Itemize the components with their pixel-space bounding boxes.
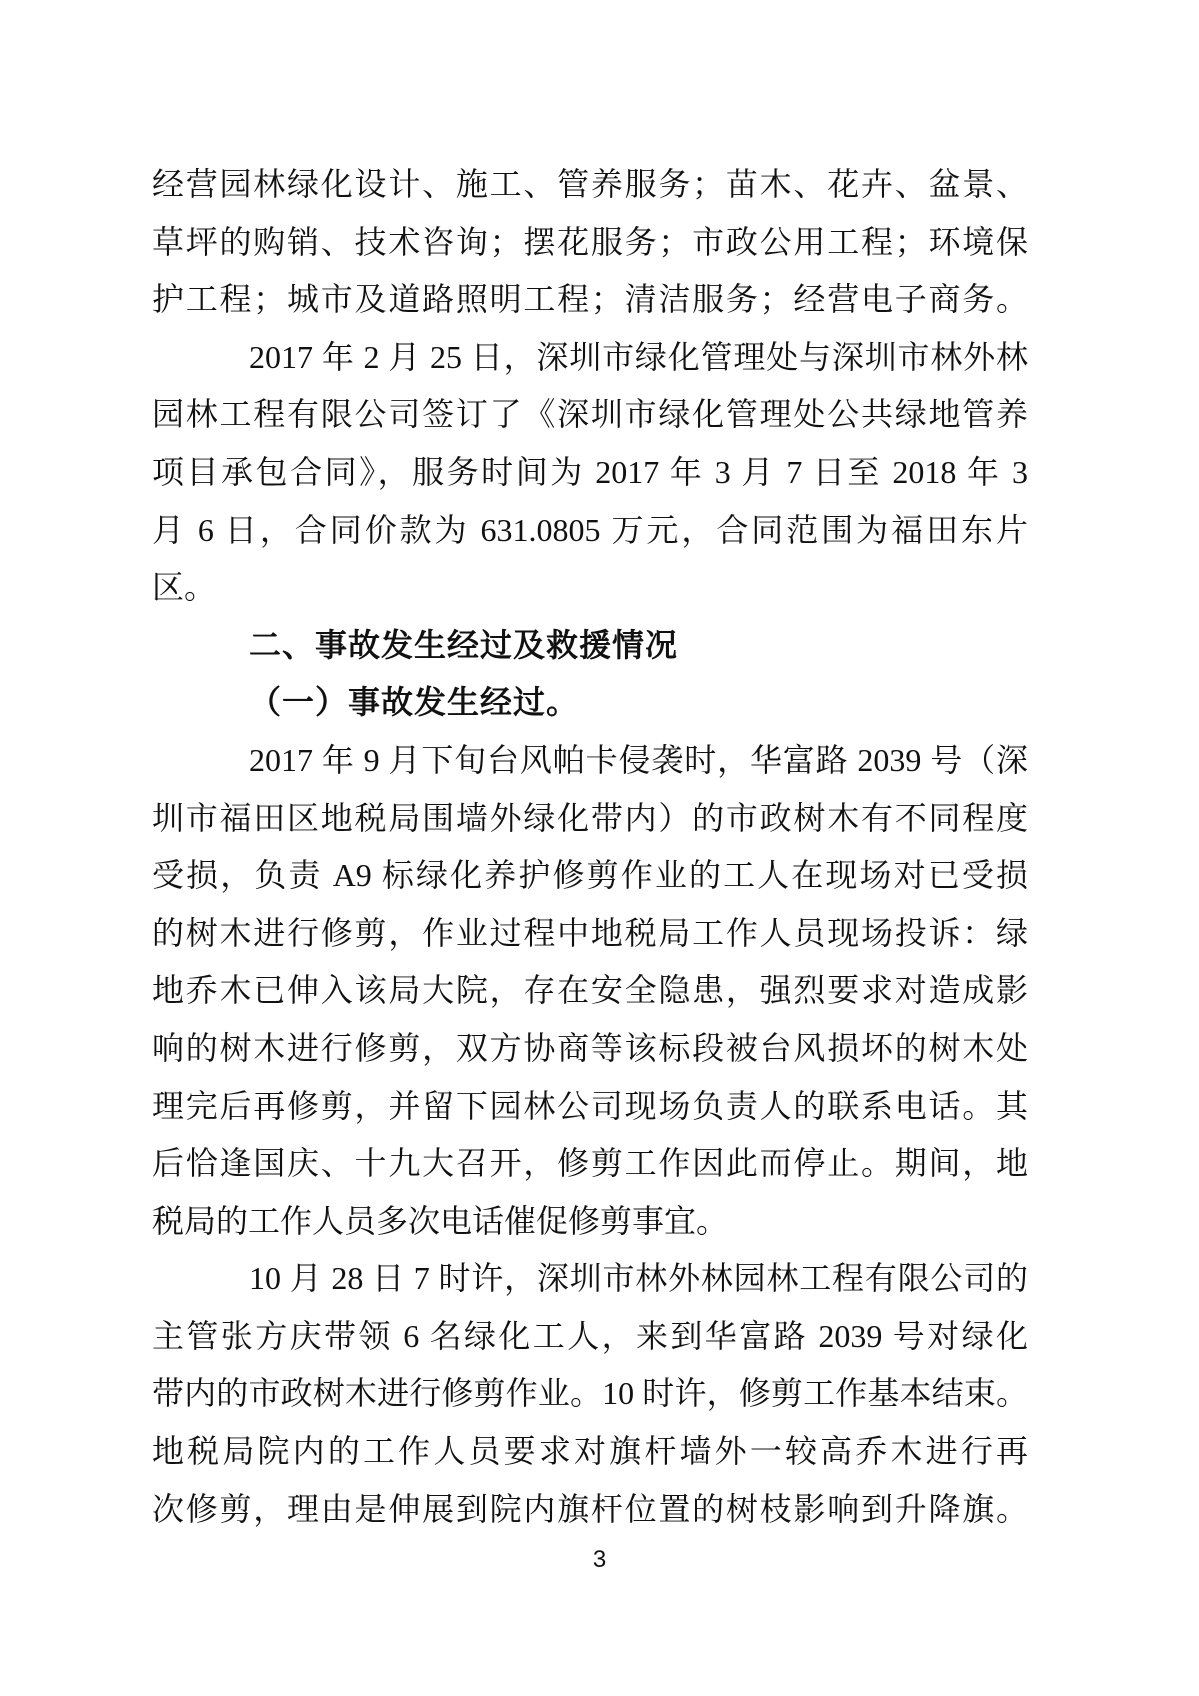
text-line: 响的树木进行修剪，双方协商等该标段被台风损坏的树木处 <box>152 1029 1028 1066</box>
text-line: 月 6 日，合同价款为 631.0805 万元，合同范围为福田东片 <box>152 511 1028 548</box>
text-line: 次修剪，理由是伸展到院内旗杆位置的树枝影响到升降旗。 <box>152 1490 1028 1527</box>
text-line: 地乔木已伸入该局大院，存在安全隐患，强烈要求对造成影 <box>152 972 1028 1009</box>
text-line: 区。 <box>152 569 217 606</box>
page-number: 3 <box>592 1546 607 1573</box>
text-line: 10 月 28 日 7 时许，深圳市林外林园林工程有限公司的 <box>249 1260 1028 1297</box>
text-line: 主管张方庆带领 6 名绿化工人，来到华富路 2039 号对绿化 <box>152 1317 1028 1354</box>
text-line: 税局的工作人员多次电话催促修剪事宜。 <box>152 1202 729 1239</box>
text-line: 2017 年 2 月 25 日，深圳市绿化管理处与深圳市林外林 <box>249 338 1028 375</box>
text-line: 受损，负责 A9 标绿化养护修剪作业的工人在现场对已受损 <box>152 857 1028 894</box>
text-line: 的树木进行修剪，作业过程中地税局工作人员现场投诉：绿 <box>152 914 1028 951</box>
text-line: 园林工程有限公司签订了《深圳市绿化管理处公共绿地管养 <box>152 396 1028 433</box>
text-line: 草坪的购销、技术咨询；摆花服务；市政公用工程；环境保 <box>152 223 1028 260</box>
text-line: 带内的市政树木进行修剪作业。10 时许，修剪工作基本结束。 <box>152 1375 1028 1412</box>
section-heading: （一）事故发生经过。 <box>249 684 580 721</box>
text-line: 地税局院内的工作人员要求对旗杆墙外一较高乔木进行再 <box>152 1433 1028 1470</box>
text-line: 理完后再修剪，并留下园林公司现场负责人的联系电话。其 <box>152 1087 1028 1124</box>
text-line: 圳市福田区地税局围墙外绿化带内）的市政树木有不同程度 <box>152 799 1028 836</box>
text-line: 经营园林绿化设计、施工、管养服务；苗木、花卉、盆景、 <box>152 166 1028 202</box>
text-line: 项目承包合同》，服务时间为 2017 年 3 月 7 日至 2018 年 3 <box>152 453 1028 490</box>
text-line: 后恰逢国庆、十九大召开，修剪工作因此而停止。期间，地 <box>152 1145 1028 1182</box>
text-line: 2017 年 9 月下旬台风帕卡侵袭时，华富路 2039 号（深 <box>249 741 1028 778</box>
section-heading: 二、事故发生经过及救援情况 <box>249 626 679 663</box>
document-body <box>152 156 1028 1538</box>
text-line: 护工程；城市及道路照明工程；清洁服务；经营电子商务。 <box>152 281 1028 318</box>
